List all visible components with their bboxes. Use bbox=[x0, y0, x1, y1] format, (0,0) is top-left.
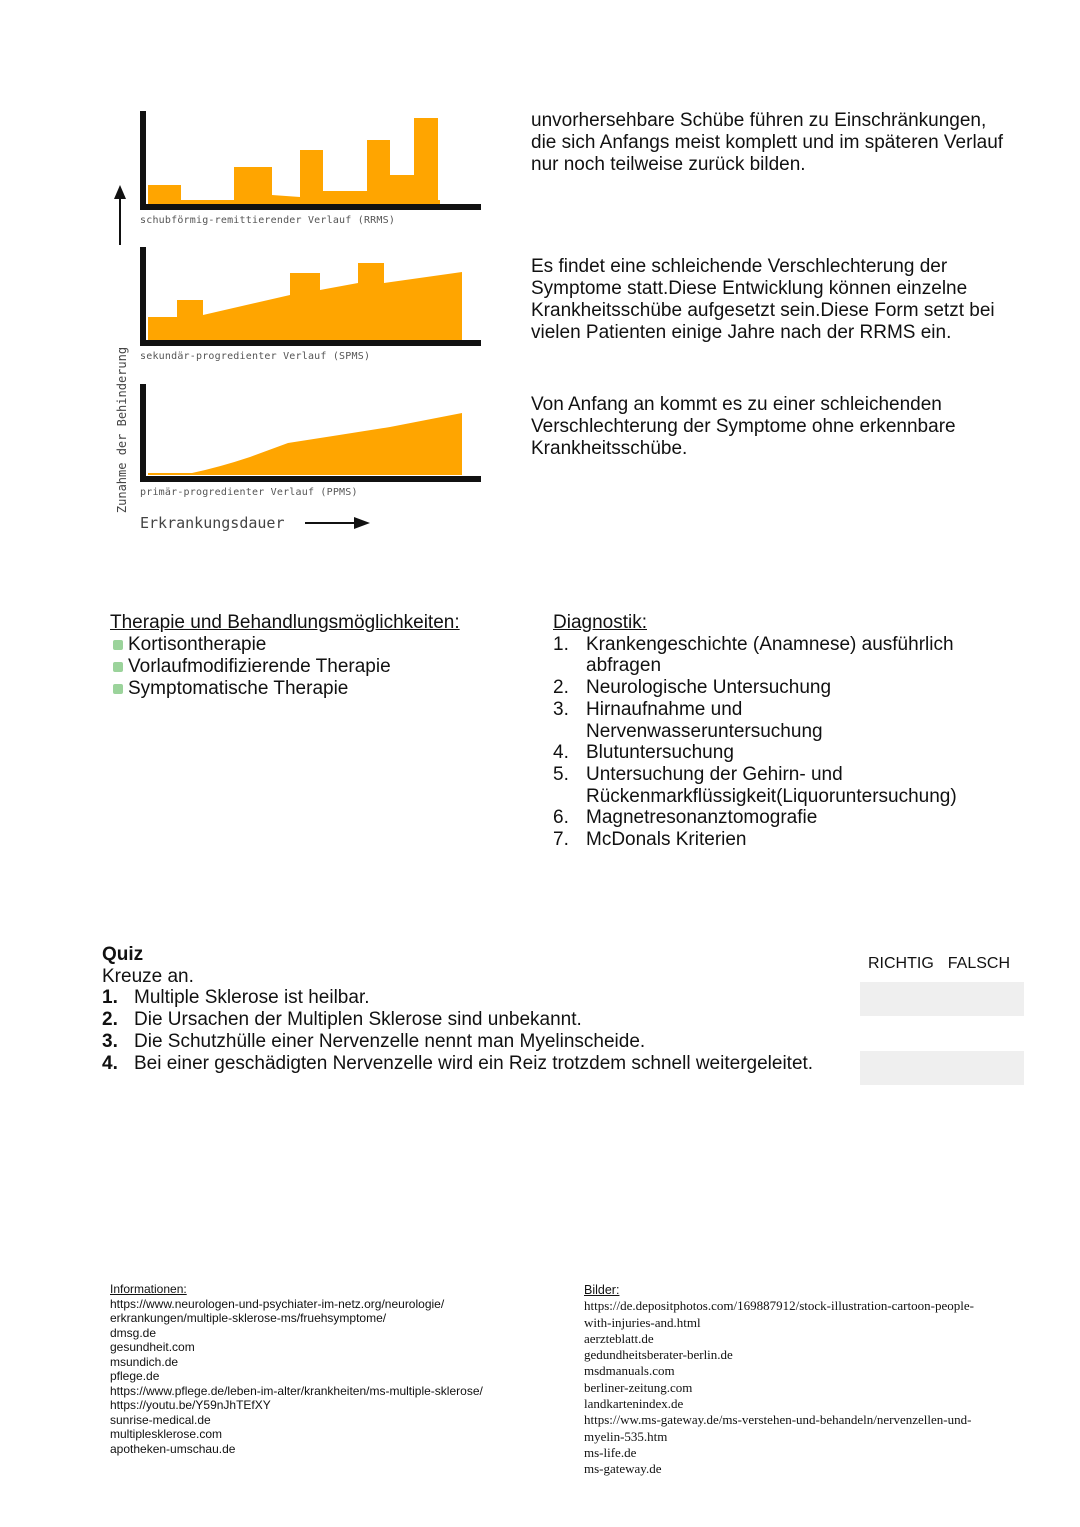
image-source-line: https://ww.ms-gateway.de/ms-verstehen-und-behandeln/nervenzellen-und- bbox=[584, 1412, 972, 1428]
quiz-question: 3. Die Schutzhülle einer Nervenzelle nennt man Myelinscheide. bbox=[102, 1030, 646, 1052]
image-source-line: myelin-535.htm bbox=[584, 1428, 668, 1444]
source-line: pflege.de bbox=[110, 1369, 160, 1383]
quiz-answer-header bbox=[868, 955, 1024, 973]
quiz-question: 4. Bei einer geschädigten Nervenzelle wird ein Reiz trotzdem schnell weitergeleitet. bbox=[102, 1052, 814, 1074]
rrms-caption: schubförmig-remittierender Verlauf (RRMS) bbox=[140, 215, 396, 226]
source-line: https://youtu.be/Y59nJhTEfXY bbox=[110, 1398, 271, 1412]
diagnostik-item: 3. Hirnaufnahme und Nervenwasseruntersuchung bbox=[553, 698, 823, 742]
therapy-item bbox=[110, 678, 530, 700]
therapy-item-label: Kortisontherapie bbox=[128, 634, 267, 655]
richtig-column-label: RICHTIG bbox=[868, 955, 934, 972]
answer-box-4[interactable] bbox=[860, 1051, 1024, 1085]
x-axis-label: Erkrankungsdauer bbox=[140, 514, 285, 532]
image-source-line: aerzteblatt.de bbox=[584, 1330, 654, 1346]
rrms-area bbox=[148, 118, 440, 207]
x-arrow-head-icon bbox=[354, 517, 370, 529]
diagnostik-section bbox=[553, 612, 1023, 851]
sources-info-heading: Informationen: bbox=[110, 1282, 187, 1296]
image-source-line: with-injuries-and.html bbox=[584, 1314, 701, 1330]
diagnostik-item: 6. Magnetresonanztomografie bbox=[553, 807, 818, 829]
source-line: msundich.de bbox=[110, 1354, 179, 1369]
ppms-caption: primär-progredienter Verlauf (PPMS) bbox=[140, 487, 358, 498]
therapy-item-label: Vorlaufmodifizierende Therapie bbox=[128, 656, 391, 677]
answer-box-1[interactable] bbox=[860, 982, 1024, 1016]
source-line: https://www.pflege.de/leben-im-alter/krankheiten/ms-multiple-sklerose/ bbox=[110, 1383, 483, 1398]
source-line: dmsg.de bbox=[110, 1325, 157, 1340]
quiz-question: 1. Multiple Sklerose ist heilbar. bbox=[102, 987, 370, 1009]
diagnostik-heading: Diagnostik: bbox=[553, 612, 647, 633]
ppms-area bbox=[148, 413, 462, 475]
quiz-title: Quiz bbox=[102, 944, 144, 965]
spms-description: Es findet eine schleichende Verschlechterung der Symptome statt.Diese Entwicklung können einzelne Krankheitsschübe aufgesetzt sein.Diese Form setzt bei vielen Patienten einige Jahre nach der RRMS ein. bbox=[531, 256, 995, 343]
diagnostik-item: 5. Untersuchung der Gehirn- und Rückenmarkflüssigkeit(Liquoruntersuchung) bbox=[553, 763, 957, 807]
ppms-description: Von Anfang an kommt es zu einer schleichenden Verschlechterung der Symptome ohne erkennbare Krankheitsschübe. bbox=[531, 394, 956, 459]
source-line: gesundheit.com bbox=[110, 1340, 195, 1354]
therapy-section bbox=[110, 612, 530, 700]
ms-course-diagram bbox=[100, 105, 500, 545]
spms-area bbox=[148, 263, 462, 340]
bullet-square-icon bbox=[113, 640, 123, 650]
source-line: multiplesklerose.com bbox=[110, 1427, 223, 1441]
image-source-line: gedundheitsberater-berlin.de bbox=[584, 1347, 733, 1363]
source-line: apotheken-umschau.de bbox=[110, 1441, 236, 1456]
image-source-line: https://de.depositphotos.com/169887912/stock-illustration-cartoon-people- bbox=[584, 1298, 974, 1314]
diagnostik-item: 2. Neurologische Untersuchung bbox=[553, 677, 832, 699]
rrms-description: unvorhersehbare Schübe führen zu Einschränkungen, die sich Anfangs meist komplett und im späteren Verlauf nur noch teilweise zurück bilden. bbox=[531, 110, 1004, 175]
therapy-heading: Therapie und Behandlungsmöglichkeiten: bbox=[110, 612, 460, 633]
image-source-line: ms-life.de bbox=[584, 1444, 637, 1460]
sources-info bbox=[110, 1282, 550, 1456]
quiz-question: 2. Die Ursachen der Multiplen Sklerose sind unbekannt. bbox=[102, 1009, 582, 1031]
bullet-square-icon bbox=[113, 684, 123, 694]
ms-course-charts bbox=[100, 105, 500, 545]
y-arrow-head-icon bbox=[114, 185, 126, 199]
therapy-item-label: Symptomatische Therapie bbox=[128, 678, 349, 699]
sources-images-heading: Bilder: bbox=[584, 1283, 620, 1297]
source-line: sunrise-medical.de bbox=[110, 1412, 211, 1427]
diagnostik-item: 7. McDonals Kriterien bbox=[553, 829, 747, 851]
therapy-item bbox=[110, 634, 530, 656]
source-line: erkrankungen/multiple-sklerose-ms/fruehsymptome/ bbox=[110, 1311, 387, 1325]
diagnostik-item: 1. Krankengeschichte (Anamnese) ausführlich abfragen bbox=[553, 633, 954, 677]
falsch-column-label: FALSCH bbox=[947, 955, 1011, 972]
image-source-line: msdmanuals.com bbox=[584, 1363, 675, 1379]
bullet-square-icon bbox=[113, 662, 123, 672]
quiz-instruction: Kreuze an. bbox=[102, 965, 194, 987]
spms-caption: sekundär-progredienter Verlauf (SPMS) bbox=[140, 351, 371, 362]
image-source-line: berliner-zeitung.com bbox=[584, 1379, 693, 1395]
therapy-item bbox=[110, 656, 530, 678]
diagnostik-item: 4. Blutuntersuchung bbox=[553, 742, 734, 764]
y-axis-label: Zunahme der Behinderung bbox=[115, 346, 129, 514]
image-source-line: ms-gateway.de bbox=[584, 1461, 662, 1477]
sources-images bbox=[584, 1282, 1024, 1478]
source-line: https://www.neurologen-und-psychiater-im-netz.org/neurologie/ bbox=[110, 1296, 445, 1311]
quiz-section bbox=[102, 944, 862, 1074]
image-source-line: landkartenindex.de bbox=[584, 1396, 684, 1412]
